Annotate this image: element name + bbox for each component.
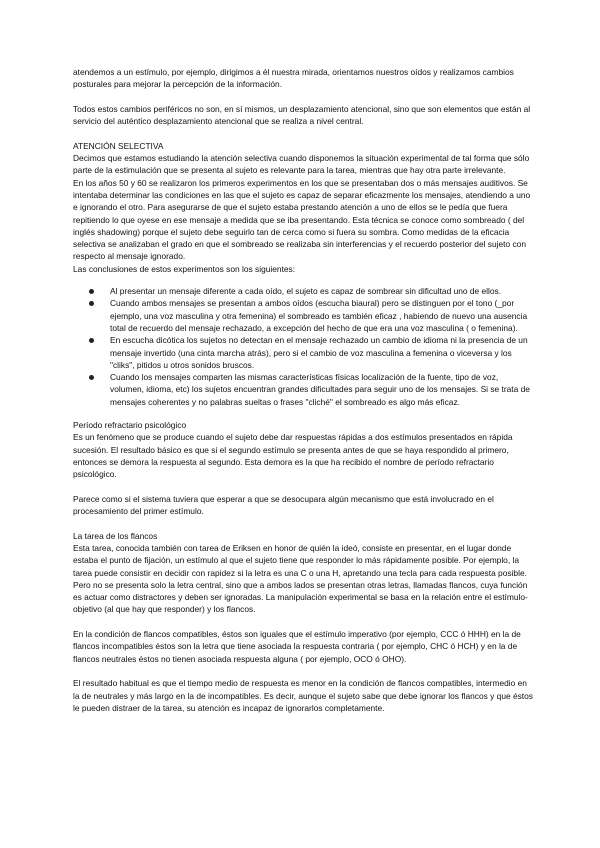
intro-paragraph-2: Todos estos cambios periféricos no son, en sí mismos, un desplazamiento atencional, sino que son elementos que están al servicio del auténtico desplazamiento atencional que se realiza a nivel central. bbox=[73, 103, 531, 127]
section2-paragraph-1: Es un fenómeno que se produce cuando el sujeto debe dar respuestas rápidas a dos estímulos presentados en rápida sucesión. El resultado básico es que si el segundo estímulo se presenta antes de que se haya respondido al primero, entonces se demora la respuesta al segundo. Esta demora es la que ha recibido el nombre de período refractario psicológico. bbox=[73, 432, 513, 480]
list-item: En escucha dicótica los sujetos no detectan en el mensaje rechazado un cambio de idioma ni la presencia de un mensaje invertido (una cinta marcha atrás), pero si el cambio de voz masculina a femenina o viceversa y los "cliks", pitidos u otros sonidos bruscos. bbox=[73, 334, 533, 371]
section3-paragraph-1: Esta tarea, conocida también con tarea de Eriksen en honor de quién la ideó, consiste en presentar, en el lugar donde estaba el punto de fijación, un estímulo al que el sujeto tiene que responder lo más rápidamente posible. Por ejemplo, la tarea puede consistir en decidir con rapidez si la letra es una C o una H, apretando una tecla para cada respuesta posible. Pero no se presenta solo la letra central, sino que a ambos lados se presentan otras letras, llamadas flancos, cuya función es actuar como distractores y deben ser ignoradas. La manipulación experimental se basa en la relación entre el estímulo-objetivo (al que hay que responder) y los flancos. bbox=[73, 542, 528, 615]
section3-paragraph-2: En la condición de flancos compatibles, éstos son iguales que el estímulo imperativo (por ejemplo, CCC ó HHH) en la de flancos incompatibles éstos son la letra que tiene asociada la respuesta contraria ( por ejemplo, CHC ó HCH) y en la de flancos neutrales éstos no tienen asociada respuesta alguna ( por ejemplo, OCO ó OHO). bbox=[73, 629, 521, 664]
section-heading-periodo-refractario: Período refractario psicológico bbox=[73, 420, 187, 431]
section1-paragraph-1: Decimos que estamos estudiando la atención selectiva cuando disponemos la situación experimental de tal forma que sólo parte de la estimulación que se presenta al sujeto es relevante para la tarea, mientras que hay otra parte irrelevante. bbox=[73, 153, 530, 176]
conclusions-list bbox=[73, 285, 533, 408]
intro-paragraph-1: atendemos a un estímulo, por ejemplo, dirigimos a él nuestra mirada, orientamos nuestros oídos y realizamos cambios posturales para mejorar la percepción de la información. bbox=[73, 67, 514, 90]
section3-paragraph-3: El resultado habitual es que el tiempo medio de respuesta es menor en la condición de flancos compatibles, intermedio en la de neutrales y más largo en la de incompatibles. Es decir, aunque el sujeto sabe que debe ignorar los flancos y que éstos le pueden distraer de la tarea, su atención es incapaz de ignorarlos completamente. bbox=[73, 678, 533, 713]
section2-paragraph-2: Parece como si el sistema tuviera que esperar a que se desocupara algún mecanismo que está involucrado en el procesamiento del primer estímulo. bbox=[73, 493, 494, 517]
section1-paragraph-3: Las conclusiones de estos experimentos son los siguientes: bbox=[73, 263, 296, 274]
section-heading-tarea-flancos: La tarea de los flancos bbox=[73, 530, 158, 541]
document-page bbox=[73, 66, 533, 714]
list-item: Cuando los mensajes comparten las mismas características físicas localización de la fuente, tipo de voz, volumen, idioma, etc) los sujetos encuentran grandes dificultades para seguir uno de los mensajes. Si se trata de mensajes coherentes y no palabras sueltas o frases "cliché" el sombreado es algo más eficaz. bbox=[73, 371, 533, 408]
list-item: Cuando ambos mensajes se presentan a ambos oídos (escucha biaural) pero se distinguen por el tono (_por ejemplo, una voz masculina y otra femenina) el sombreado es también eficaz , habiendo de nuevo una ausencia total de recuerdo del mensaje rechazado, a excepción del hecho de que era una voz masculina ( o femenina). bbox=[73, 297, 533, 334]
list-item: Al presentar un mensaje diferente a cada oído, el sujeto es capaz de sombrear sin dificultad uno de ellos. bbox=[73, 285, 533, 297]
section-heading-atencion-selectiva: ATENCIÓN SELECTIVA bbox=[73, 140, 164, 151]
section1-paragraph-2: En los años 50 y 60 se realizaron los primeros experimentos en los que se presentaban dos o más mensajes auditivos. Se intentaba determinar las condiciones en las que el sujeto es capaz de separar eficazmente los mensajes, atendiendo a uno e ignorando el otro. Para asegurarse de que el sujeto estaba prestando atención a uno de ellos se le pedía que fuera repitiendo lo que oyese en ese mensaje a medida que se iba presentando. Esta técnica se conoce como sombreado ( del inglés shadowing) porque el sujeto debe seguirlo tan de cerca como si fuera su sombra. Como medidas de la eficacia selectiva se analizaban el grado en que el sombreado se realizaba sin interferencias y el recuerdo posterior del sujeto con respecto al mensaje ignorado. bbox=[73, 177, 531, 262]
